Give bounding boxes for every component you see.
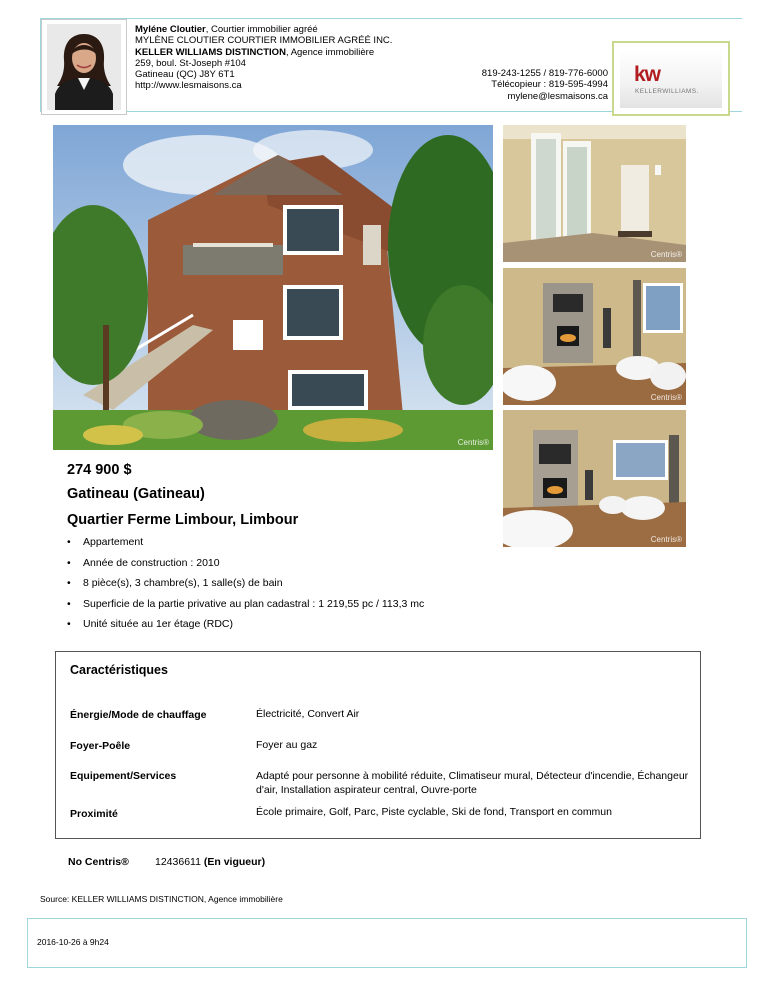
listing-neighbourhood: Quartier Ferme Limbour, Limbour	[67, 512, 299, 528]
thumbnail-living-room	[503, 268, 686, 405]
entrance-image	[503, 125, 686, 262]
kw-logo-mark: kw	[634, 63, 661, 86]
kw-logo-text: KELLERWILLIAMS.	[635, 88, 699, 95]
centris-watermark: Centris®	[650, 250, 682, 259]
listing-city: Gatineau (Gatineau)	[67, 486, 205, 502]
broker-name-line	[135, 24, 392, 35]
address-line-2: Gatineau (QC) J8Y 6T1	[135, 69, 235, 81]
agency-suffix: , Agence immobilière	[285, 46, 375, 58]
header-top-rule	[40, 18, 742, 19]
characteristic-label: Proximité	[70, 808, 118, 820]
broker-info	[135, 24, 392, 92]
centris-number: 12436611	[155, 856, 201, 868]
broker-contact	[482, 68, 608, 102]
source-line: Source: KELLER WILLIAMS DISTINCTION, Agence immobilière	[40, 894, 283, 904]
main-property-photo	[53, 125, 493, 450]
centris-status: (En vigueur)	[203, 856, 266, 868]
agency-line	[135, 47, 392, 58]
centris-number-line	[155, 856, 265, 868]
living-room-image	[503, 268, 686, 405]
company-line: MYLÈNE CLOUTIER COURTIER IMMOBILIER AGRÉÉ INC.	[135, 35, 393, 47]
centris-label: No Centris®	[68, 856, 129, 868]
detail-item: • Appartement	[67, 535, 424, 556]
characteristic-label: Equipement/Services	[70, 770, 177, 782]
thumbnail-entrance	[503, 125, 686, 262]
print-date: 2016-10-26 à 9h24	[37, 937, 109, 947]
characteristic-label: Énergie/Mode de chauffage	[70, 709, 207, 721]
characteristic-label: Foyer-Poêle	[70, 740, 131, 752]
detail-item: • Superficie de la partie privative au plan cadastral : 1 219,55 pc / 113,3 mc	[67, 597, 424, 618]
characteristic-value: Électricité, Convert Air	[256, 708, 360, 720]
characteristics-title: Caractéristiques	[70, 663, 168, 677]
centris-watermark: Centris®	[457, 438, 489, 447]
address-line-1: 259, boul. St-Joseph #104	[135, 57, 246, 69]
email-link[interactable]: mylene@lesmaisons.ca	[507, 90, 608, 102]
phone-numbers: 819-243-1255 / 819-776-6000	[481, 68, 608, 79]
detail-item: • Unité située au 1er étage (RDC)	[67, 617, 424, 638]
keller-williams-logo	[612, 41, 730, 116]
listing-price: 274 900 $	[67, 462, 132, 478]
website-link[interactable]: http://www.lesmaisons.ca	[135, 80, 242, 92]
characteristic-value: École primaire, Golf, Parc, Piste cyclable, Ski de fond, Transport en commun	[256, 806, 612, 818]
centris-watermark: Centris®	[650, 535, 682, 544]
broker-title: , Courtier immobilier agréé	[205, 24, 318, 35]
broker-portrait-icon	[47, 24, 121, 110]
footer-panel	[27, 918, 747, 968]
fax-number: Télécopieur : 819-595-4994	[491, 79, 608, 91]
broker-photo	[41, 19, 127, 115]
detail-item: • 8 pièce(s), 3 chambre(s), 1 salle(s) de bain	[67, 576, 424, 597]
building-exterior-image	[53, 125, 493, 450]
centris-watermark: Centris®	[650, 393, 682, 402]
listing-details	[67, 535, 424, 638]
agency-name: KELLER WILLIAMS DISTINCTION	[135, 46, 286, 58]
thumbnail-fireplace	[503, 410, 686, 547]
fireplace-image	[503, 410, 686, 547]
characteristic-value: Foyer au gaz	[256, 739, 318, 751]
detail-item: • Année de construction : 2010	[67, 556, 424, 577]
broker-name: Myléne Cloutier	[135, 24, 206, 35]
characteristic-value: Adapté pour personne à mobilité réduite, Climatiseur mural, Détecteur d'incendie, Échangeur d'air, Installation aspirateur central, Ouvre-porte	[256, 770, 689, 796]
